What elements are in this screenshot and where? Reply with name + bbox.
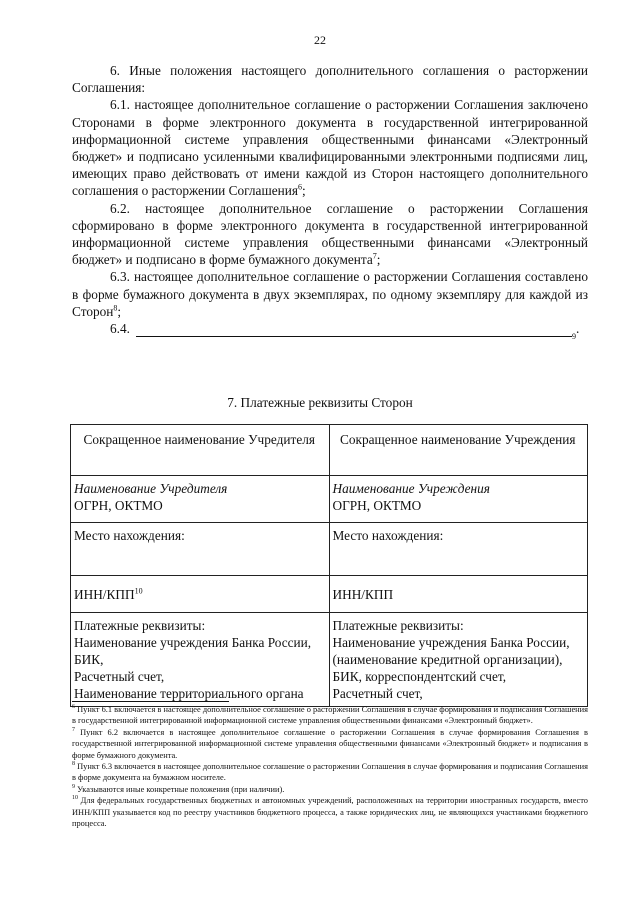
footnote-text: Пункт 6.3 включается в настоящее дополнительное соглашение о расторжении Соглашения в случае формирования и подписания Соглашения в форме документа на бумажном носителе. bbox=[72, 762, 588, 783]
founder-ogrn: ОГРН, ОКТМО bbox=[74, 498, 163, 513]
institution-payment-line: (наименование кредитной организации), bbox=[332, 652, 563, 667]
founder-inn: ИНН/КПП bbox=[74, 587, 135, 602]
founder-payment-line: Наименование учреждения Банка России, bbox=[74, 635, 312, 650]
footnote-ref-6[interactable]: 6 bbox=[297, 183, 302, 192]
table-row-inn bbox=[71, 576, 588, 613]
footnote-10 bbox=[72, 795, 588, 829]
founder-inn-cell bbox=[71, 576, 330, 613]
table-row-location bbox=[71, 523, 588, 576]
footnote-ref-8[interactable]: 8 bbox=[113, 303, 118, 313]
founder-payment-line: БИК, bbox=[74, 652, 104, 667]
clause-6-1: 6.1. настоящее дополнительное соглашение о расторжении Соглашения заключено Сторонами в форме электронного документа в государственной интегрированной информационной системе управления общественными финансами «Электронный бюджет» и подписано усиленными квалифицированными электронными подписями лиц, имеющих право действовать от имени каждой из Сторон настоящего дополнительного соглашения о расторжении Соглашения$^6$; bbox=[72, 97, 588, 199]
clause-6-4-number: 6.4. bbox=[110, 321, 130, 337]
footnote-number: 9 bbox=[72, 784, 75, 791]
founder-payment-line: Расчетный счет, bbox=[74, 669, 165, 684]
footnotes bbox=[72, 704, 588, 829]
institution-inn: ИНН/КПП bbox=[329, 576, 588, 613]
table-row-name bbox=[71, 476, 588, 523]
footnote-text: Пункт 6.1 включается в настоящее дополнительное соглашение о расторжении Соглашения в случае формирования и подписания Соглашения в государственной интегрированной информационной системе управления общественными финансами «Электронный бюджет». bbox=[72, 705, 588, 726]
page-number: 22 bbox=[314, 33, 326, 47]
institution-payment-title: Платежные реквизиты: bbox=[332, 618, 464, 633]
footnote-text: Пункт 6.2 включается в настоящее дополнительное соглашение о расторжении Соглашения в случае формирования Соглашения в государственной интегрированной информационной системе управления общественными финансами «Электронный бюджет» и подписания в форме бумажного документа. bbox=[72, 727, 589, 760]
footnote-text: Для федеральных государственных бюджетных и автономных учреждений, расположенных на территории иностранных государств, вместо ИНН/КПП указывается код по реестру участников бюджетного процесса, а также юридических лиц, не являющихся участниками бюджетного процесса. bbox=[72, 796, 588, 829]
founder-location: Место нахождения: bbox=[71, 523, 330, 576]
institution-header: Сокращенное наименование Учреждения bbox=[329, 425, 588, 476]
institution-payment-cell bbox=[329, 613, 588, 707]
clause-6-2-text: 6.2. настоящее дополнительное соглашение о расторжении Соглашения сформировано в форме электронного документа в государственной интегрированной информационной системе управления общественными финансами «Электронный бюджет» и подписано в форме бумажного документа bbox=[72, 200, 588, 268]
institution-name: Наименование Учреждения bbox=[332, 481, 490, 496]
founder-header: Сокращенное наименование Учредителя bbox=[71, 425, 330, 476]
founder-payment-cell bbox=[71, 613, 330, 707]
institution-payment-line: БИК, корреспондентский счет, bbox=[332, 669, 507, 684]
footnote-9 bbox=[72, 784, 588, 795]
footnote-ref-10[interactable]: 10 bbox=[134, 586, 143, 596]
institution-location: Место нахождения: bbox=[329, 523, 588, 576]
founder-name-cell bbox=[71, 476, 330, 523]
institution-ogrn: ОГРН, ОКТМО bbox=[332, 498, 422, 513]
founder-name: Наименование Учредителя bbox=[74, 481, 228, 496]
section-6-intro: 6. Иные положения настоящего дополнительного соглашения о расторжении Соглашения: bbox=[72, 63, 588, 96]
clause-6-3: 6.3. настоящее дополнительное соглашение о расторжении Соглашения составлено в форме бумажного документа в двух экземплярах, по одному экземпляру для каждой из Сторон$^8$; bbox=[72, 269, 588, 319]
section-7-title: 7. Платежные реквизиты Сторон bbox=[227, 395, 413, 410]
payment-details-table bbox=[70, 424, 588, 707]
footnote-divider bbox=[72, 701, 229, 702]
institution-payment-line: Расчетный счет, bbox=[332, 686, 423, 701]
footnote-6 bbox=[72, 704, 588, 727]
footnote-8 bbox=[72, 761, 588, 784]
table-header-row bbox=[71, 425, 588, 476]
clause-6-3-text: 6.3. настоящее дополнительное соглашение о расторжении Соглашения составлено в форме бумажного документа в двух экземплярах, по одному экземпляру для каждой из Сторон bbox=[72, 269, 588, 319]
footnote-number: 8 bbox=[72, 761, 75, 768]
clause-6-4-blank-line bbox=[136, 322, 572, 337]
clause-6-1-text: 6.1. настоящее дополнительное соглашение о расторжении Соглашения заключено Сторонами в форме электронного документа в государственной интегрированной информационной системе управления общественными финансами «Электронный бюджет» и подписано усиленными квалифицированными электронными подписями лиц, имеющих право действовать от имени каждой из Сторон настоящего дополнительного соглашения о расторжении Соглашения bbox=[72, 97, 588, 199]
footnote-7 bbox=[72, 727, 588, 761]
institution-payment-line: Наименование учреждения Банка России, bbox=[332, 635, 570, 650]
institution-name-cell bbox=[329, 476, 588, 523]
founder-payment-line: Наименование территориального органа bbox=[74, 686, 304, 701]
section-6 bbox=[72, 62, 588, 342]
clause-6-4: 6.4. 9 . bbox=[110, 321, 580, 342]
footnote-number: 7 bbox=[72, 727, 75, 734]
footnote-ref-7[interactable]: 7 bbox=[372, 251, 377, 261]
footnote-number: 6 bbox=[72, 704, 75, 711]
footnote-number: 10 bbox=[72, 795, 78, 802]
footnote-text: Указываются иные конкретные положения (при наличии). bbox=[77, 784, 285, 794]
table-row-payment bbox=[71, 613, 588, 707]
founder-payment-title: Платежные реквизиты: bbox=[74, 618, 206, 633]
clause-6-2: 6.2. настоящее дополнительное соглашение о расторжении Соглашения сформировано в форме электронного документа в государственной интегрированной информационной системе управления общественными финансами «Электронный бюджет» и подписано в форме бумажного документа$^7$; bbox=[72, 200, 588, 268]
